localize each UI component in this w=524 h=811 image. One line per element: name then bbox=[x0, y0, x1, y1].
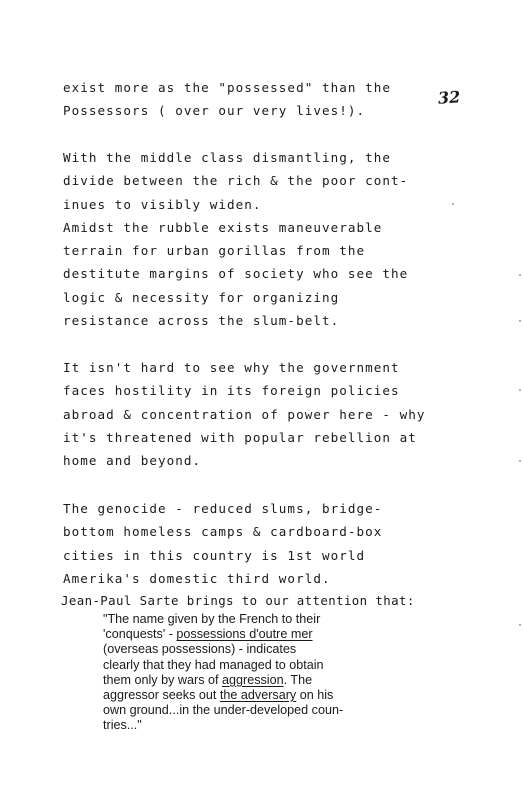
quote-attribution: Jean-Paul Sarte brings to our attention that: bbox=[61, 593, 415, 608]
quote-text: them only by wars of bbox=[103, 672, 222, 687]
quote-line: "The name given by the French to their bbox=[103, 612, 321, 626]
quote-line bbox=[103, 673, 433, 688]
text-line: exist more as the "possessed" than the bbox=[63, 80, 392, 95]
scan-speck bbox=[519, 274, 521, 276]
text-line: resistance across the slum-belt. bbox=[63, 313, 340, 329]
block-quote bbox=[103, 612, 433, 734]
text-line: faces hostility in its foreign policies bbox=[63, 383, 400, 399]
quote-line: own ground...in the under-developed coun- bbox=[103, 703, 344, 718]
text-line: terrain for urban gorillas from the bbox=[63, 243, 366, 259]
text-line: Amidst the rubble exists maneuverable bbox=[63, 219, 383, 235]
paragraph-2 bbox=[63, 146, 408, 332]
text-line: abroad & concentration of power here - why bbox=[63, 406, 426, 422]
text-line: cities in this country is 1st world bbox=[63, 547, 366, 563]
text-line: bottom homeless camps & cardboard-box bbox=[63, 524, 383, 540]
paragraph-3 bbox=[63, 356, 426, 472]
text-line: Possessors ( over our very lives!). bbox=[63, 103, 366, 119]
underlined-phrase: the adversary bbox=[219, 688, 297, 703]
scan-speck bbox=[452, 203, 454, 205]
quote-text: aggressor seeks out bbox=[103, 688, 220, 703]
scan-speck bbox=[519, 624, 521, 626]
text-line: It isn't hard to see why the government bbox=[63, 360, 400, 375]
text-line: it's threatened with popular rebellion at bbox=[63, 429, 417, 445]
quote-line bbox=[103, 688, 433, 703]
scan-speck bbox=[519, 320, 521, 322]
scan-speck bbox=[519, 460, 521, 462]
text-line: With the middle class dismantling, the bbox=[63, 150, 392, 165]
paragraph-4 bbox=[63, 497, 382, 590]
text-line: logic & necessity for organizing bbox=[63, 289, 340, 305]
quote-text: on his bbox=[296, 688, 334, 703]
quote-line: tries..." bbox=[103, 718, 142, 733]
text-line: divide between the rich & the poor cont- bbox=[63, 173, 409, 189]
text-line: destitute margins of society who see the bbox=[63, 266, 409, 282]
paragraph-1 bbox=[63, 76, 391, 123]
quote-line bbox=[103, 627, 433, 642]
text-line: Amerika's domestic third world. bbox=[63, 570, 331, 586]
text-line: home and beyond. bbox=[63, 453, 202, 469]
page-number: 32 bbox=[437, 87, 461, 108]
quote-line: (overseas possessions) - indicates bbox=[103, 642, 297, 657]
text-line: inues to visibly widen. bbox=[63, 196, 262, 212]
underlined-phrase: possessions d'outre mer bbox=[176, 627, 313, 642]
text-line: The genocide - reduced slums, bridge- bbox=[63, 501, 383, 516]
quote-text: . The bbox=[283, 672, 313, 687]
underlined-phrase: aggression bbox=[222, 672, 284, 687]
scan-speck bbox=[519, 389, 521, 391]
quote-line: clearly that they had managed to obtain bbox=[103, 657, 324, 672]
quote-text: 'conquests' - bbox=[103, 627, 177, 642]
